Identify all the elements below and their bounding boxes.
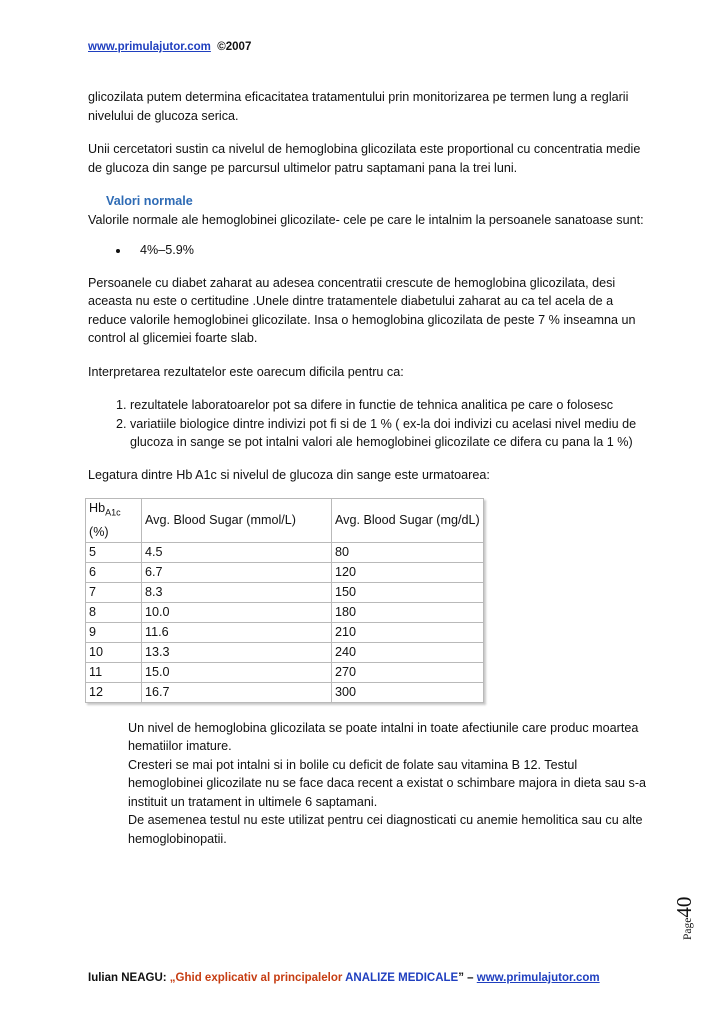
paragraph-normal-values: Valorile normale ale hemoglobinei glicozilate- cele pe care le intalnim la persoanele sanatoase sunt: xyxy=(88,212,644,227)
table-row xyxy=(86,642,484,662)
body-content xyxy=(88,88,648,848)
table-cell: 13.3 xyxy=(142,642,332,662)
page-number-value: 40 xyxy=(672,896,696,918)
list-item: 1. rezultatele laboratoarelor pot sa difere in functie de tehnica analitica pe care o folosesc xyxy=(130,396,648,415)
footer-author: Iulian NEAGU: xyxy=(88,972,167,984)
page-label: Page xyxy=(682,917,694,940)
header-cell-mgdl: Avg. Blood Sugar (mg/dL) xyxy=(332,499,484,543)
table-cell: 180 xyxy=(332,602,484,622)
table-cell: 6 xyxy=(86,562,142,582)
hba1c-table xyxy=(85,498,484,703)
page-number xyxy=(672,897,697,940)
page-footer xyxy=(88,972,600,984)
header-site-link[interactable]: www.primulajutor.com xyxy=(88,41,211,53)
table-cell: 10.0 xyxy=(142,602,332,622)
table-row xyxy=(86,542,484,562)
header-cell-hba1c: $Hb_{A1c}$ (%) xyxy=(86,499,142,543)
paragraph-researchers: Unii cercetatori sustin ca nivelul de hemoglobina glicozilata este proportional cu concentratia medie de glucoza din sange pe parcursul ultimelor patru saptamani pana la trei luni. xyxy=(88,142,641,175)
footer-open-quote: „ xyxy=(166,972,176,984)
paragraph-intro: glicozilata putem determina eficacitatea tratamentului prin monitorizarea pe termen lung a reglarii nivelului de glucoza serica. xyxy=(88,90,629,123)
footer-close-quote: ” – xyxy=(458,972,477,984)
table-cell: 270 xyxy=(332,662,484,682)
table-cell: 11 xyxy=(86,662,142,682)
note-paragraph: Un nivel de hemoglobina glicozilata se poate intalni in toate afectiunile care produc moartea hematiilor imature. xyxy=(128,720,639,754)
page-header xyxy=(88,41,251,53)
section-heading: Valori normale xyxy=(106,194,193,208)
table-cell: 15.0 xyxy=(142,662,332,682)
table-row xyxy=(86,662,484,682)
table-row xyxy=(86,602,484,622)
note-paragraph: De asemenea testul nu este utilizat pentru cei diagnosticati cu anemie hemolitica sau cu alte hemoglobinopatii. xyxy=(128,813,643,846)
table-cell: 16.7 xyxy=(142,682,332,702)
paragraph-interpretation: Interpretarea rezultatelor este oarecum dificila pentru ca: xyxy=(88,364,404,379)
footer-site-link[interactable]: www.primulajutor.com xyxy=(476,972,600,984)
table-cell: 11.6 xyxy=(142,622,332,642)
paragraph-diabetes: Persoanele cu diabet zaharat au adesea concentratii crescute de hemoglobina glicozilata, desi aceasta nu este o certitudine .Unele dintre tratamentele diabetului zaharat au ca tel acela de a reduce valorile hemoglobinei glicozilate. Insa o hemoglobina glicozilata de peste 7 % inseamna un control al glicemiei foarte slab. xyxy=(88,275,636,345)
table-cell: 8 xyxy=(86,602,142,622)
header-copyright: ©2007 xyxy=(217,41,252,53)
table-cell: 80 xyxy=(332,542,484,562)
table-cell: 6.7 xyxy=(142,562,332,582)
table-cell: 5 xyxy=(86,542,142,562)
table-cell: 7 xyxy=(86,582,142,602)
table-cell: 210 xyxy=(332,622,484,642)
list-item: 2. variatiile biologice dintre indivizi pot fi si de 1 % ( ex-la doi indivizi cu acelasi nivel mediu de glucoza in sange se pot intalni valori ale hemoglobinei glicozilate ce difera cu pana la 1 %) xyxy=(130,415,648,452)
table-cell: 240 xyxy=(332,642,484,662)
table-row xyxy=(86,682,484,702)
bullet-list xyxy=(88,241,648,260)
table-header-row xyxy=(86,499,484,543)
footer-guide-title: Ghid explicativ al principalelor xyxy=(175,972,346,984)
header-cell-mmol: Avg. Blood Sugar (mmol/L) xyxy=(142,499,332,543)
note-paragraph: Cresteri se mai pot intalni si in bolile cu deficit de folate sau vitamina B 12. Testul hemoglobinei glicozilate nu se face daca recent a existat o schimbare majora in dieta sau s-a instituit un tratament in ultimele 6 saptamani. xyxy=(128,757,647,809)
table-row xyxy=(86,562,484,582)
table-cell: 120 xyxy=(332,562,484,582)
table-cell: 10 xyxy=(86,642,142,662)
table-cell: 8.3 xyxy=(142,582,332,602)
table-cell: 12 xyxy=(86,682,142,702)
table-cell: 150 xyxy=(332,582,484,602)
numbered-list xyxy=(88,396,648,452)
table-cell: 4.5 xyxy=(142,542,332,562)
table-cell: 9 xyxy=(86,622,142,642)
bullet-item: • 4%–5.9% xyxy=(130,241,648,260)
table-row xyxy=(86,582,484,602)
paragraph-relation: Legatura dintre Hb A1c si nivelul de glucoza din sange este urmatoarea: xyxy=(88,467,490,482)
notes-block xyxy=(128,719,648,849)
table-cell: 300 xyxy=(332,682,484,702)
footer-analyses: ANALIZE MEDICALE xyxy=(345,972,459,984)
table-row xyxy=(86,622,484,642)
